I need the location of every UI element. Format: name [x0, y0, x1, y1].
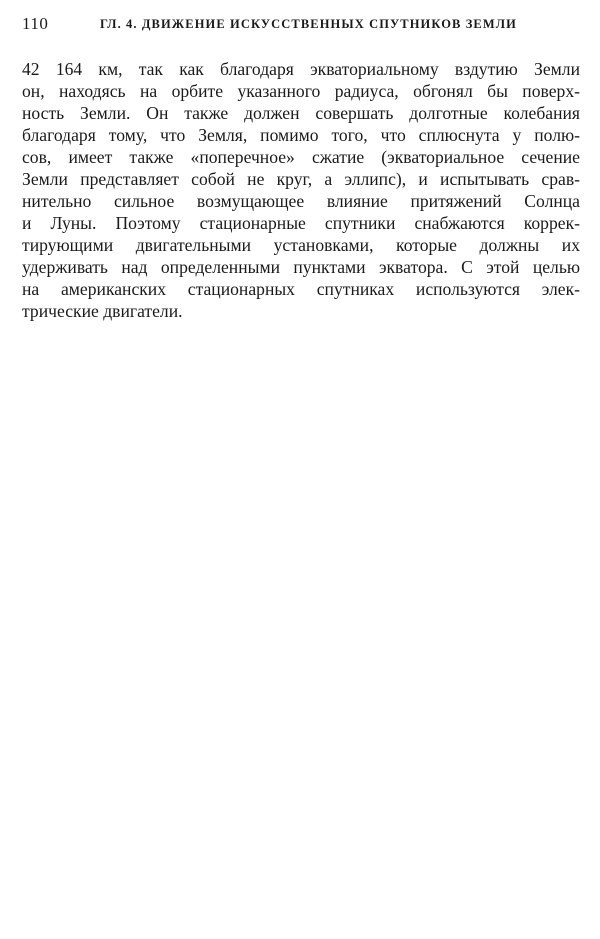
chapter-title: ГЛ. 4. ДВИЖЕНИЕ ИСКУССТВЕННЫХ СПУТНИКОВ ЗЕМЛИ: [100, 17, 517, 31]
text-line: на американских стационарных спутниках используются элек-: [22, 279, 580, 299]
text-line: благодаря тому, что Земля, помимо того, что сплюснута у полю-: [22, 125, 580, 145]
text-line: ность Земли. Он также должен совершать долготные колебания: [22, 103, 580, 123]
text-line: сов, имеет также «поперечное» сжатие (экваториальное сечение: [22, 147, 580, 167]
text-line: 42 164 км, так как благодаря экваториальному вздутию Земли: [22, 59, 580, 79]
text-line: удерживать над определенными пунктами экватора. С этой целью: [22, 257, 580, 277]
text-line: он, находясь на орбите указанного радиуса, обгонял бы поверх-: [22, 81, 580, 101]
text-line: нительно сильное возмущающее влияние притяжений Солнца: [22, 191, 580, 211]
text-line: трические двигатели.: [22, 301, 183, 321]
text-line: и Луны. Поэтому стационарные спутники снабжаются коррек-: [22, 213, 580, 233]
running-head: [22, 14, 582, 38]
text-line: тирующими двигательными установками, которые должны их: [22, 235, 580, 255]
body-paragraph: [22, 58, 580, 322]
page-number: 110: [22, 14, 49, 33]
text-line: Земли представляет собой не круг, а эллипс), и испытывать срав-: [22, 169, 580, 189]
